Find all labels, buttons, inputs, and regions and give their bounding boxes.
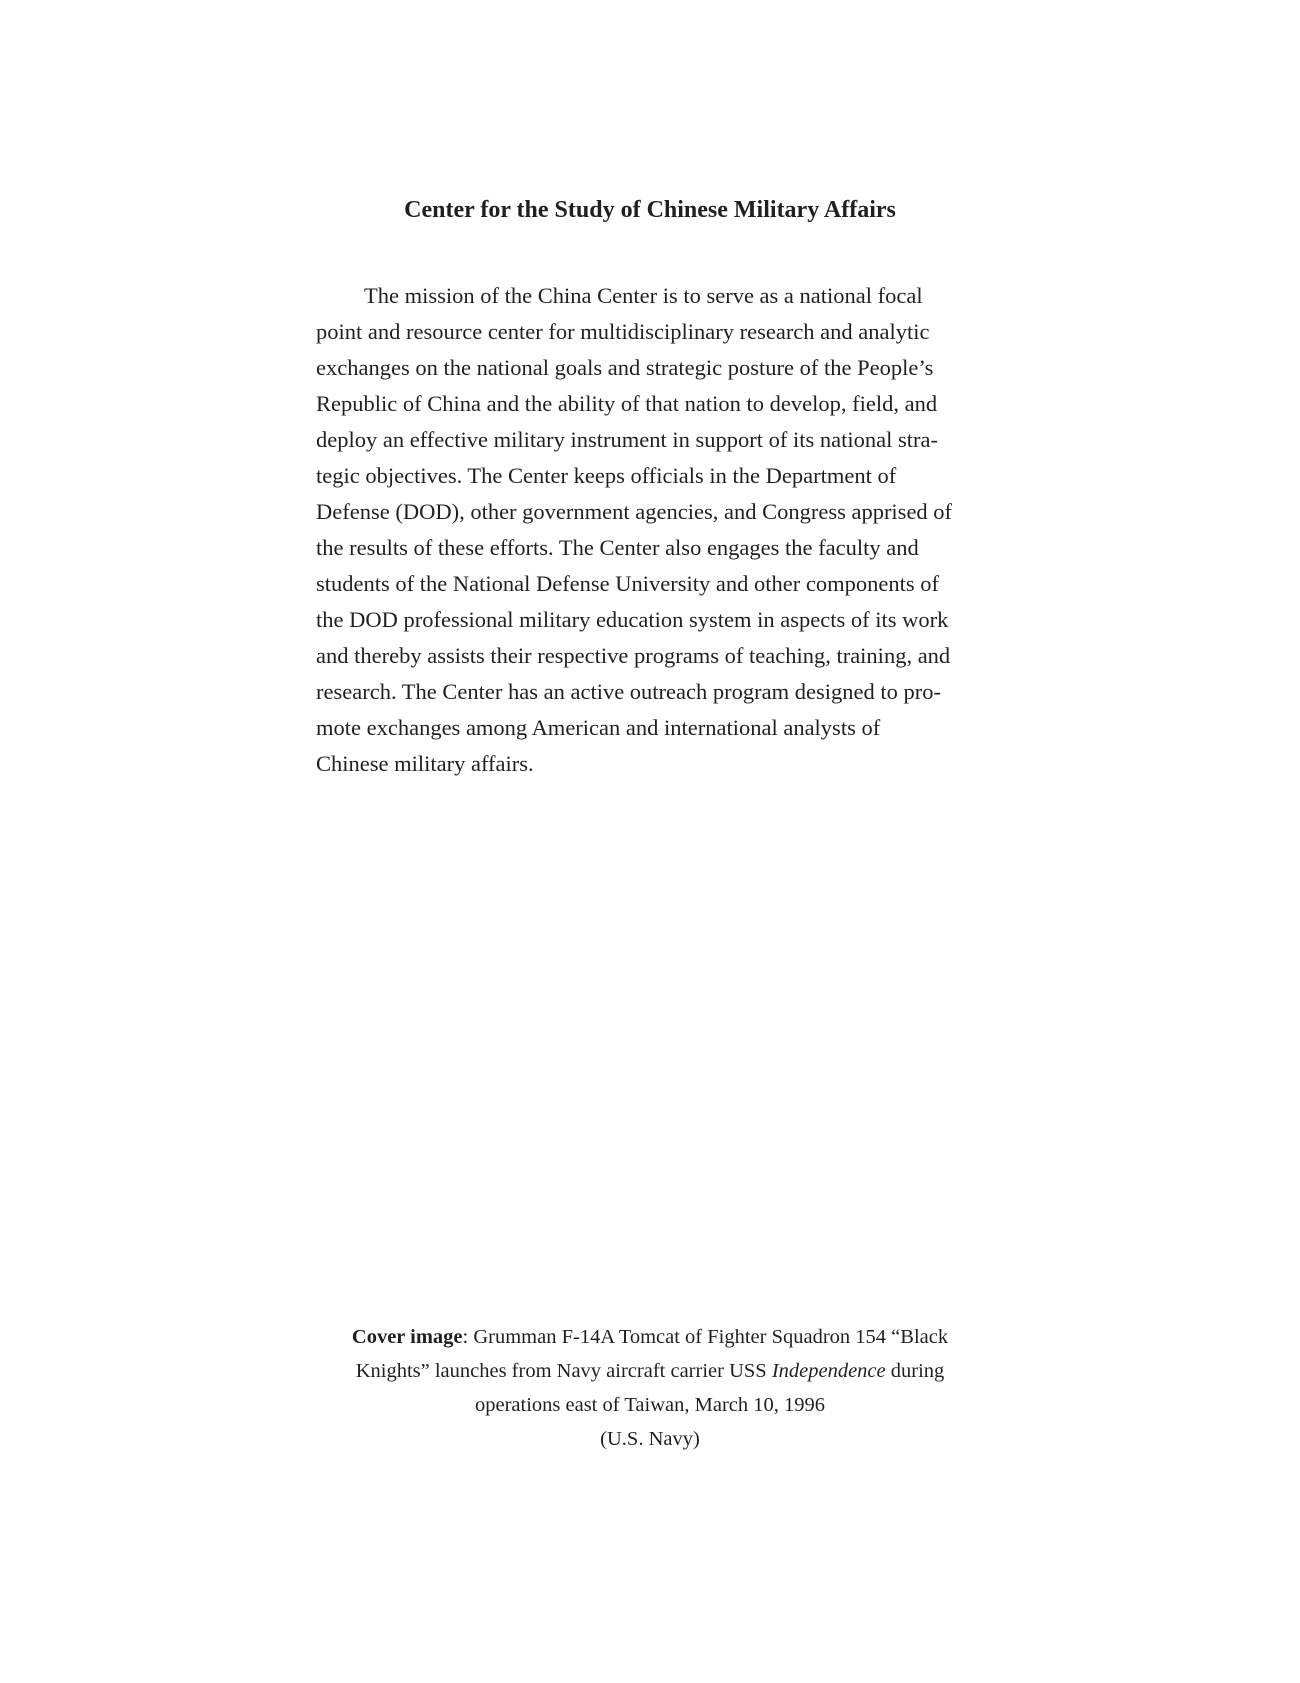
mission-line: deploy an effective military instrument in support of its national stra- bbox=[316, 427, 938, 452]
caption-label: Cover image bbox=[351, 1326, 463, 1348]
caption-line: operations east of Taiwan, March 10, 1996 bbox=[474, 1394, 825, 1416]
mission-line: point and resource center for multidisciplinary research and analytic bbox=[316, 319, 930, 344]
caption-text: : Grumman F-14A Tomcat of Fighter Squadron 154 “Black bbox=[462, 1326, 949, 1348]
mission-line: Chinese military affairs. bbox=[316, 751, 534, 776]
mission-line: the DOD professional military education system in aspects of its work bbox=[316, 607, 949, 632]
page-title: Center for the Study of Chinese Military Affairs bbox=[404, 197, 896, 223]
caption-text: during bbox=[885, 1360, 945, 1382]
mission-line: mote exchanges among American and international analysts of bbox=[316, 715, 881, 740]
mission-paragraph bbox=[316, 278, 976, 782]
mission-line: students of the National Defense University and other components of bbox=[316, 571, 939, 596]
caption-credit: (U.S. Navy) bbox=[600, 1428, 700, 1450]
mission-line: research. The Center has an active outreach program designed to pro- bbox=[316, 679, 941, 704]
caption-line bbox=[0, 1320, 1300, 1354]
cover-image-caption bbox=[0, 1320, 1300, 1456]
mission-line: exchanges on the national goals and strategic posture of the People’s bbox=[316, 355, 934, 380]
mission-line: tegic objectives. The Center keeps officials in the Department of bbox=[316, 463, 897, 488]
mission-line: Defense (DOD), other government agencies, and Congress apprised of bbox=[316, 499, 953, 524]
mission-line: the results of these efforts. The Center also engages the faculty and bbox=[316, 535, 919, 560]
caption-text: Knights” launches from Navy aircraft carrier USS bbox=[355, 1360, 772, 1382]
caption-line bbox=[0, 1354, 1300, 1388]
mission-line: and thereby assists their respective programs of teaching, training, and bbox=[316, 643, 951, 668]
mission-line: Republic of China and the ability of that nation to develop, field, and bbox=[316, 391, 938, 416]
mission-line: The mission of the China Center is to serve as a national focal bbox=[364, 283, 923, 308]
ship-name: Independence bbox=[771, 1360, 886, 1382]
